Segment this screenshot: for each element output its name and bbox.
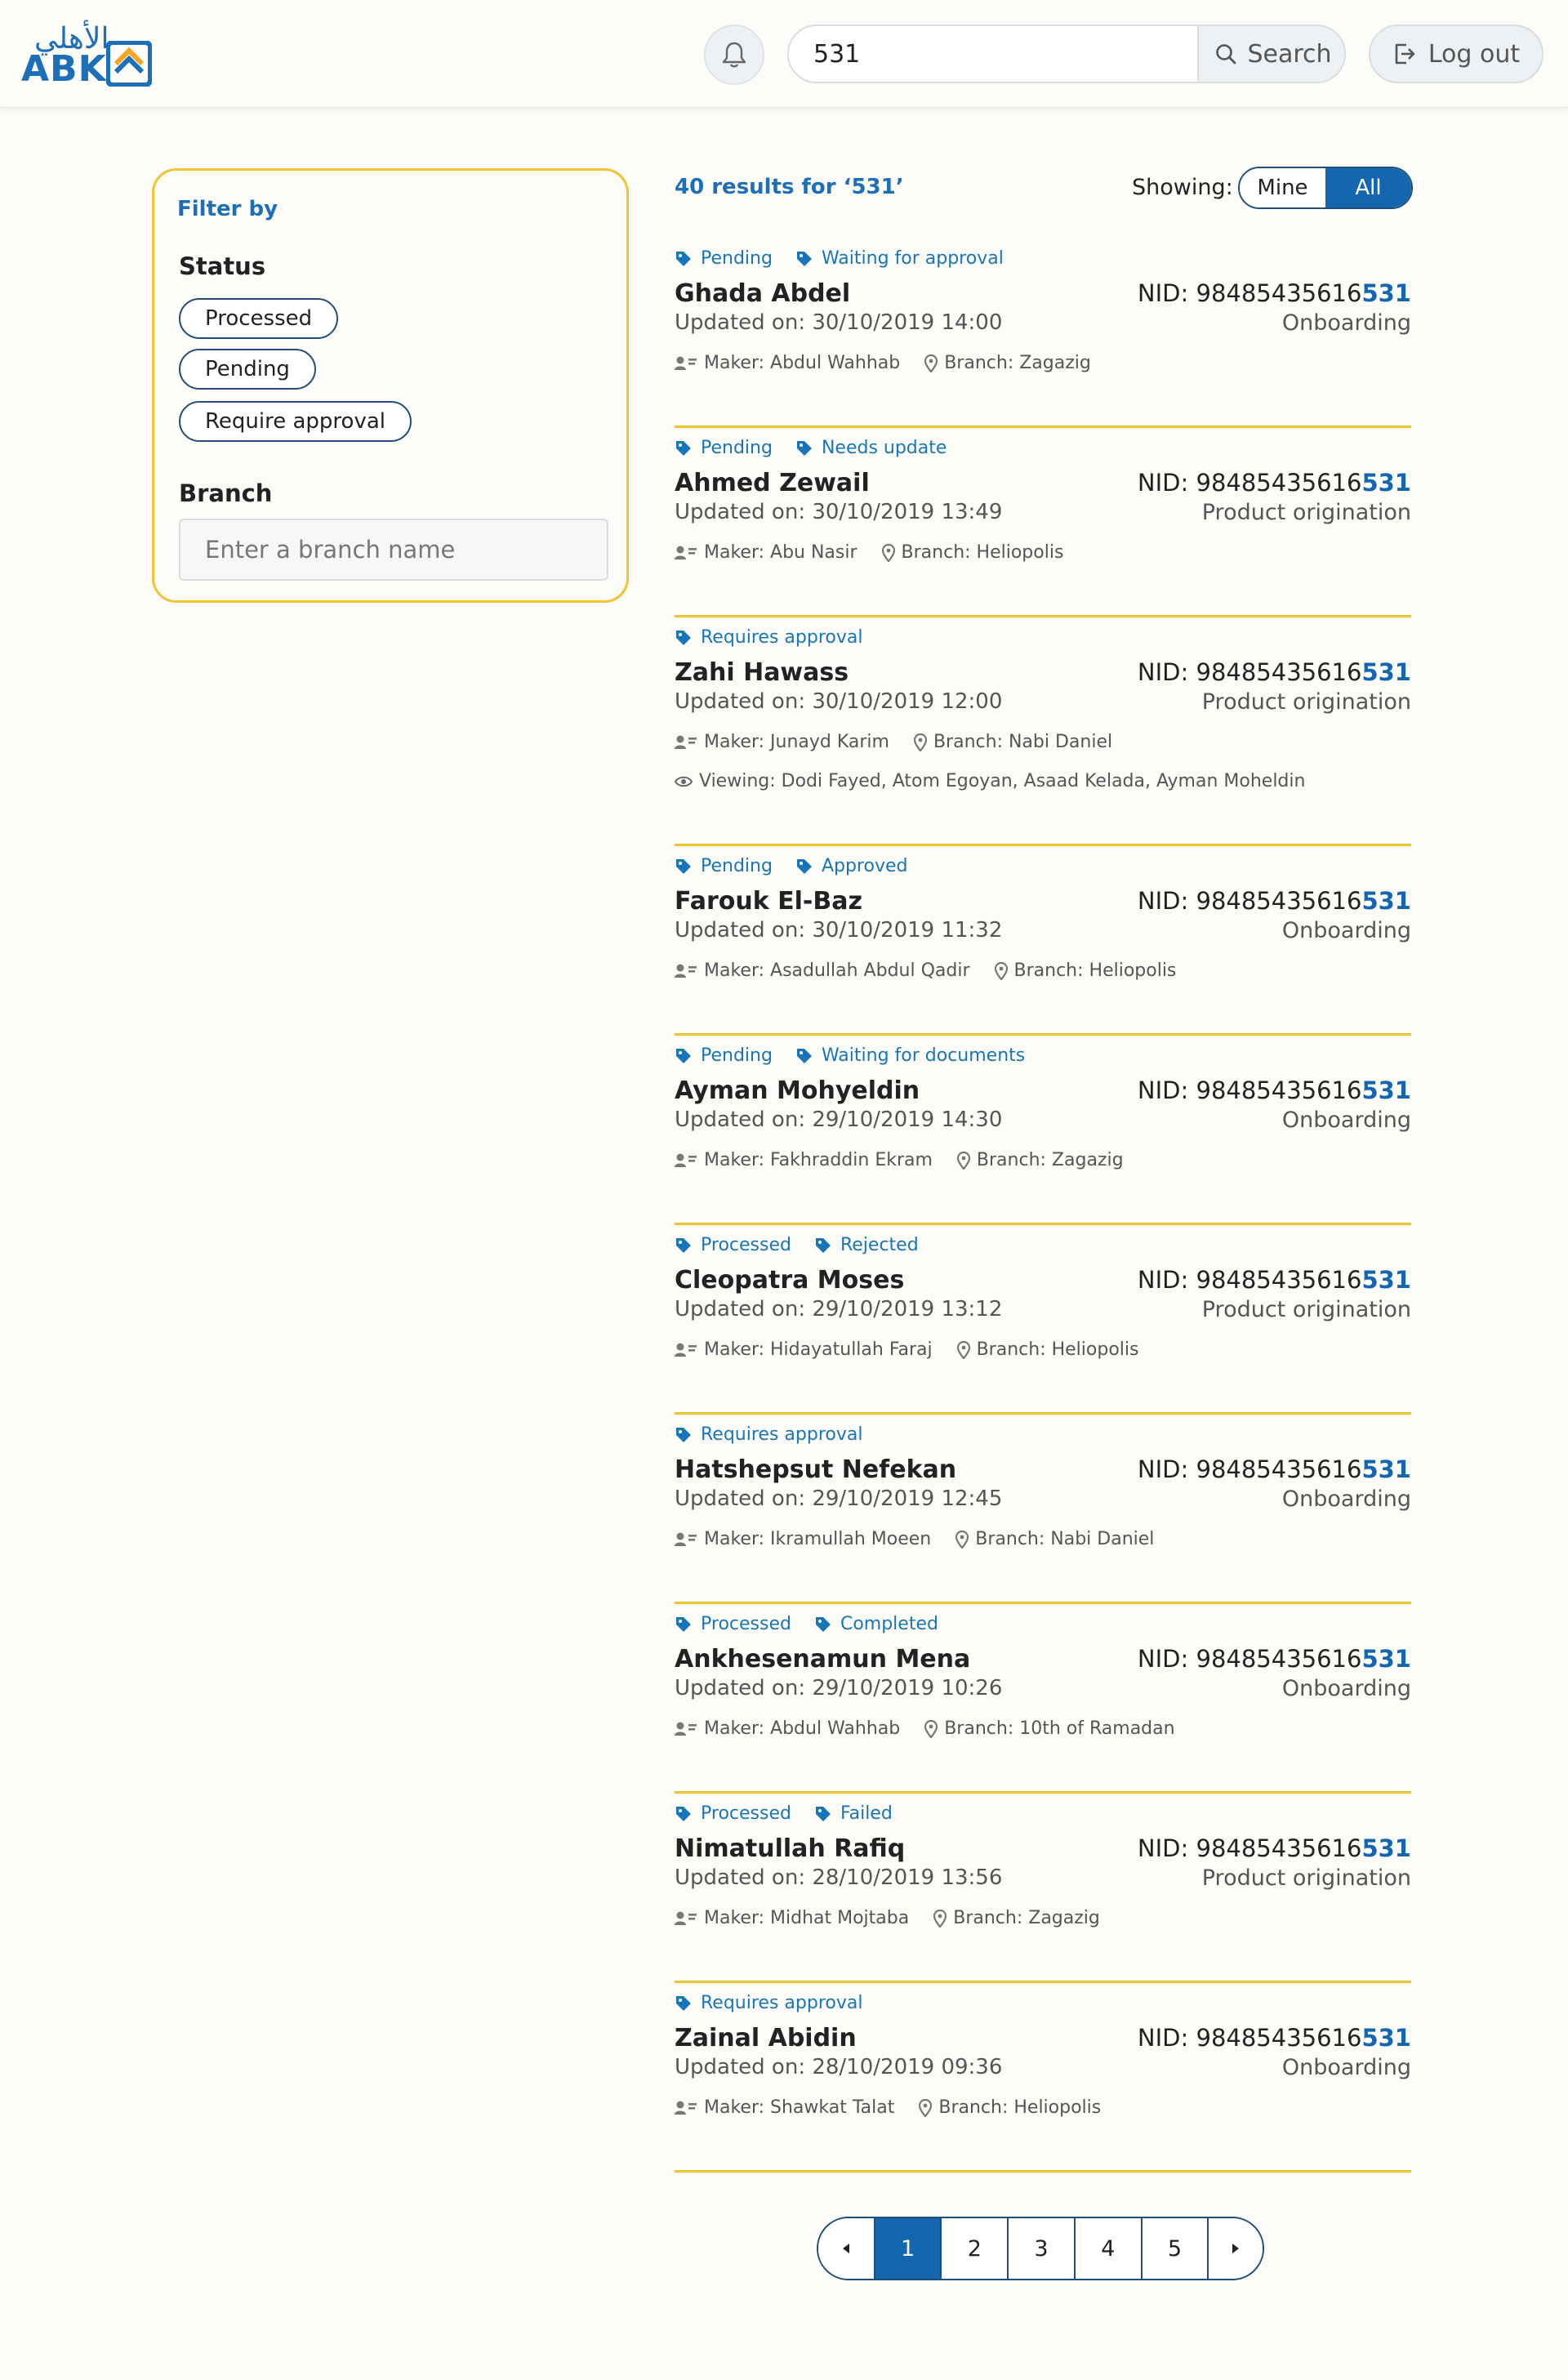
customer-name[interactable]: Farouk El-Baz <box>675 887 862 916</box>
maker-label: Maker: Abdul Wahhab <box>704 1718 901 1739</box>
status-tag <box>675 627 862 648</box>
nid-value <box>1138 1266 1411 1294</box>
status-tags <box>675 1045 1025 1066</box>
row-meta <box>675 1908 1100 1928</box>
status-tag <box>814 1614 938 1634</box>
updated-on: Updated on: 29/10/2019 13:12 <box>675 1297 1003 1321</box>
status-tag-label: Completed <box>840 1614 938 1634</box>
status-tag-label: Waiting for approval <box>821 248 1004 269</box>
branch-info <box>914 732 1112 752</box>
location-pin-icon <box>919 2099 932 2117</box>
status-chip-pending[interactable]: Pending <box>179 349 316 390</box>
tag-icon <box>795 858 813 876</box>
process-type: Onboarding <box>1281 1108 1411 1133</box>
viewing-label: Viewing: Dodi Fayed, Atom Egoyan, Asaad Kelada, Ayman Moheldin <box>699 771 1306 791</box>
status-tag-label: Requires approval <box>701 1993 863 2013</box>
nid-match-highlight: 531 <box>1361 2024 1411 2052</box>
logo-text: ABK <box>21 48 107 90</box>
results-count: 40 results for ‘531’ <box>675 175 904 199</box>
logo-mark-icon <box>106 41 152 87</box>
location-pin-icon <box>882 544 895 562</box>
nid-match-highlight: 531 <box>1361 1645 1411 1673</box>
customer-name[interactable]: Ghada Abdel <box>675 279 851 308</box>
next-page-button[interactable] <box>1207 2218 1263 2279</box>
tag-icon <box>675 1047 693 1065</box>
status-tag <box>675 1235 791 1255</box>
location-pin-icon <box>924 1720 938 1738</box>
branch-label: Branch: 10th of Ramadan <box>944 1718 1175 1739</box>
customer-name[interactable]: Zahi Hawass <box>675 658 849 687</box>
page-button-3[interactable]: 3 <box>1007 2218 1074 2279</box>
maker-label: Maker: Midhat Mojtaba <box>704 1908 910 1928</box>
status-tag <box>795 856 908 876</box>
updated-on: Updated on: 30/10/2019 14:00 <box>675 310 1003 335</box>
logout-label: Log out <box>1428 39 1521 69</box>
logo-arabic-text: الأهلي <box>34 22 109 56</box>
location-pin-icon <box>957 1341 970 1359</box>
maker-label: Maker: Ikramullah Moeen <box>704 1529 932 1549</box>
process-type: Onboarding <box>1281 918 1411 943</box>
user-icon <box>675 546 697 560</box>
status-tag-label: Approved <box>821 856 908 876</box>
pagination <box>817 2217 1264 2280</box>
logout-icon <box>1392 42 1417 66</box>
status-chip-require-approval[interactable]: Require approval <box>179 401 412 442</box>
logout-button[interactable] <box>1369 25 1544 83</box>
status-tag <box>675 856 773 876</box>
tag-icon <box>675 1237 693 1255</box>
result-row[interactable] <box>675 1794 1411 1983</box>
customer-name[interactable]: Ankhesenamun Mena <box>675 1645 971 1674</box>
nid-value <box>1138 279 1411 307</box>
status-tag-label: Requires approval <box>701 627 863 648</box>
branch-label: Branch: Zagazig <box>953 1908 1100 1928</box>
bell-icon <box>721 41 747 69</box>
caret-right-icon <box>1231 2243 1241 2254</box>
location-pin-icon <box>995 962 1008 980</box>
updated-on: Updated on: 28/10/2019 13:56 <box>675 1865 1003 1890</box>
branch-label: Branch: Heliopolis <box>1013 960 1177 981</box>
process-type: Product origination <box>1201 689 1411 715</box>
customer-name[interactable]: Ayman Mohyeldin <box>675 1076 920 1105</box>
user-icon <box>675 356 697 371</box>
status-tag-label: Pending <box>701 438 773 458</box>
status-tag <box>675 1993 862 2013</box>
user-icon <box>675 1911 697 1926</box>
user-icon <box>675 964 697 978</box>
nid-value <box>1138 1455 1411 1483</box>
tag-icon <box>675 858 693 876</box>
maker-info <box>675 542 858 563</box>
result-row[interactable] <box>675 1415 1411 1604</box>
abk-logo[interactable] <box>21 22 160 90</box>
maker-info <box>675 1718 900 1739</box>
process-type: Product origination <box>1201 1865 1411 1891</box>
location-pin-icon <box>914 733 927 751</box>
tag-icon <box>795 1047 813 1065</box>
branch-info <box>919 2097 1101 2118</box>
updated-on: Updated on: 29/10/2019 12:45 <box>675 1486 1003 1511</box>
tag-icon <box>795 250 813 268</box>
status-tag <box>675 1614 791 1634</box>
status-tag-label: Pending <box>701 248 773 269</box>
result-row[interactable] <box>675 1036 1411 1225</box>
location-pin-icon <box>956 1531 969 1549</box>
customer-name[interactable]: Hatshepsut Nefekan <box>675 1455 957 1484</box>
branch-label: Branch: Heliopolis <box>938 2097 1102 2118</box>
tag-icon <box>675 1994 693 2012</box>
search-button-label: Search <box>1247 39 1332 69</box>
branch-info <box>924 353 1091 373</box>
status-tags <box>675 1614 938 1634</box>
nid-value <box>1138 469 1411 497</box>
result-row[interactable] <box>675 238 1411 428</box>
updated-on: Updated on: 30/10/2019 13:49 <box>675 500 1003 524</box>
maker-info <box>675 732 889 752</box>
customer-name[interactable]: Cleopatra Moses <box>675 1266 905 1295</box>
maker-info <box>675 353 900 373</box>
nid-prefix: NID: 98485435616 <box>1137 1266 1362 1294</box>
search-input[interactable] <box>789 26 1197 82</box>
page-button-2[interactable]: 2 <box>940 2218 1007 2279</box>
viewing-info <box>675 771 1305 791</box>
result-row[interactable] <box>675 1225 1411 1415</box>
maker-label: Maker: Asadullah Abdul Qadir <box>704 960 970 981</box>
branch-label: Branch: Nabi Daniel <box>933 732 1113 752</box>
status-heading: Status <box>179 252 266 280</box>
location-pin-icon <box>957 1152 970 1170</box>
row-meta <box>675 542 1063 563</box>
process-type: Onboarding <box>1281 2055 1411 2080</box>
status-tags <box>675 1235 919 1255</box>
row-meta <box>675 1150 1124 1170</box>
tag-icon <box>675 439 693 457</box>
nid-prefix: NID: 98485435616 <box>1137 279 1362 307</box>
nid-prefix: NID: 98485435616 <box>1137 469 1362 497</box>
nid-prefix: NID: 98485435616 <box>1137 1645 1362 1673</box>
caret-left-icon <box>841 2243 851 2254</box>
result-row[interactable] <box>675 1983 1411 2173</box>
showing-toggle <box>1238 167 1413 209</box>
result-row[interactable] <box>675 846 1411 1036</box>
nid-prefix: NID: 98485435616 <box>1137 1076 1362 1104</box>
filter-panel <box>152 168 629 603</box>
page-button-1[interactable]: 1 <box>874 2218 941 2279</box>
nid-match-highlight: 531 <box>1361 1076 1411 1104</box>
maker-label: Maker: Hidayatullah Faraj <box>704 1339 933 1360</box>
status-tag-label: Failed <box>840 1803 893 1824</box>
branch-info <box>882 542 1064 563</box>
status-chip-processed[interactable]: Processed <box>179 298 338 339</box>
nid-match-highlight: 531 <box>1361 1455 1411 1483</box>
status-tag <box>795 1045 1025 1066</box>
nid-prefix: NID: 98485435616 <box>1137 2024 1362 2052</box>
user-icon <box>675 1343 697 1357</box>
status-tags <box>675 1424 862 1445</box>
nid-prefix: NID: 98485435616 <box>1137 1455 1362 1483</box>
status-tag <box>814 1235 919 1255</box>
status-tag-label: Processed <box>701 1614 791 1634</box>
page-button-5[interactable]: 5 <box>1141 2218 1208 2279</box>
eye-icon <box>675 775 693 788</box>
status-tag <box>675 248 773 269</box>
updated-on: Updated on: 30/10/2019 12:00 <box>675 689 1003 714</box>
updated-on: Updated on: 28/10/2019 09:36 <box>675 2055 1003 2079</box>
page-button-4[interactable]: 4 <box>1074 2218 1141 2279</box>
branch-info <box>995 960 1177 981</box>
branch-info <box>933 1908 1100 1928</box>
row-meta <box>675 1529 1154 1549</box>
status-tag-label: Processed <box>701 1803 791 1824</box>
updated-on: Updated on: 30/10/2019 11:32 <box>675 918 1003 943</box>
nid-value <box>1138 2024 1411 2052</box>
status-tag <box>675 1803 791 1824</box>
status-tag <box>795 438 947 458</box>
status-tag-label: Pending <box>701 856 773 876</box>
status-tags <box>675 438 947 458</box>
tag-icon <box>675 629 693 647</box>
customer-name[interactable]: Ahmed Zewail <box>675 469 870 497</box>
toggle-all[interactable]: All <box>1325 168 1411 207</box>
status-tag <box>675 438 773 458</box>
user-icon <box>675 1722 697 1736</box>
maker-label: Maker: Abdul Wahhab <box>704 353 901 373</box>
tag-icon <box>675 250 693 268</box>
maker-info <box>675 1150 933 1170</box>
row-meta <box>675 732 1112 752</box>
status-tag <box>675 1424 862 1445</box>
user-icon <box>675 735 697 750</box>
tag-icon <box>795 439 813 457</box>
location-pin-icon <box>924 354 938 372</box>
showing-label: Showing: <box>1132 175 1233 200</box>
nid-value <box>1138 658 1411 686</box>
maker-info <box>675 2097 894 2118</box>
branch-label: Branch: Nabi Daniel <box>975 1529 1155 1549</box>
status-tag-label: Pending <box>701 1045 773 1066</box>
top-header <box>0 0 1568 108</box>
status-tag <box>675 1045 773 1066</box>
updated-on: Updated on: 29/10/2019 10:26 <box>675 1676 1003 1700</box>
process-type: Product origination <box>1201 500 1411 525</box>
maker-info <box>675 1908 909 1928</box>
row-meta <box>675 1718 1175 1739</box>
filter-title: Filter by <box>177 197 278 221</box>
nid-value <box>1138 1834 1411 1862</box>
tag-icon <box>814 1616 832 1633</box>
nid-prefix: NID: 98485435616 <box>1137 658 1362 686</box>
location-pin-icon <box>933 1910 947 1928</box>
user-icon <box>675 1532 697 1547</box>
nid-match-highlight: 531 <box>1361 887 1411 915</box>
process-type: Onboarding <box>1281 1486 1411 1512</box>
status-tags <box>675 627 862 648</box>
status-tag <box>814 1803 893 1824</box>
row-meta <box>675 2097 1101 2118</box>
user-icon <box>675 2101 697 2115</box>
process-type: Product origination <box>1201 1297 1411 1322</box>
tag-icon <box>814 1237 832 1255</box>
nid-match-highlight: 531 <box>1361 279 1411 307</box>
search-bar <box>787 25 1346 83</box>
customer-name[interactable]: Nimatullah Rafiq <box>675 1834 906 1863</box>
status-tag <box>795 248 1004 269</box>
nid-match-highlight: 531 <box>1361 1834 1411 1862</box>
process-type: Onboarding <box>1281 1676 1411 1701</box>
search-button[interactable] <box>1197 26 1346 82</box>
branch-label: Branch: Zagazig <box>976 1150 1124 1170</box>
maker-label: Maker: Abu Nasir <box>704 542 858 563</box>
search-icon <box>1214 42 1237 65</box>
nid-match-highlight: 531 <box>1361 469 1411 497</box>
maker-label: Maker: Shawkat Talat <box>704 2097 895 2118</box>
maker-info <box>675 1339 933 1360</box>
branch-info <box>957 1339 1139 1360</box>
result-row[interactable] <box>675 617 1411 846</box>
row-meta <box>675 353 1091 373</box>
result-row[interactable] <box>675 1604 1411 1794</box>
prev-page-button[interactable] <box>818 2218 874 2279</box>
maker-info <box>675 1529 931 1549</box>
branch-info <box>957 1150 1124 1170</box>
user-icon <box>675 1153 697 1168</box>
nid-value <box>1138 1645 1411 1673</box>
status-tags <box>675 1993 862 2013</box>
nid-match-highlight: 531 <box>1361 658 1411 686</box>
nid-value <box>1138 1076 1411 1104</box>
tag-icon <box>675 1805 693 1823</box>
branch-label: Branch: Zagazig <box>944 353 1091 373</box>
nid-value <box>1138 887 1411 915</box>
tag-icon <box>675 1616 693 1633</box>
result-row[interactable] <box>675 428 1411 617</box>
status-tag-label: Rejected <box>840 1235 919 1255</box>
nid-prefix: NID: 98485435616 <box>1137 887 1362 915</box>
notifications-button[interactable] <box>704 25 764 85</box>
row-meta <box>675 1339 1138 1360</box>
nid-match-highlight: 531 <box>1361 1266 1411 1294</box>
status-tags <box>675 856 907 876</box>
tag-icon <box>814 1805 832 1823</box>
branch-info <box>956 1529 1154 1549</box>
maker-label: Maker: Junayd Karim <box>704 732 889 752</box>
customer-name[interactable]: Zainal Abidin <box>675 2024 857 2052</box>
maker-info <box>675 960 970 981</box>
status-tag-label: Processed <box>701 1235 791 1255</box>
status-tags <box>675 1803 893 1824</box>
maker-label: Maker: Fakhraddin Ekram <box>704 1150 933 1170</box>
branch-heading: Branch <box>179 479 273 507</box>
branch-info <box>924 1718 1174 1739</box>
nid-prefix: NID: 98485435616 <box>1137 1834 1362 1862</box>
branch-input[interactable] <box>179 519 608 581</box>
tag-icon <box>675 1426 693 1444</box>
row-meta <box>675 960 1176 981</box>
process-type: Onboarding <box>1281 310 1411 336</box>
toggle-mine[interactable]: Mine <box>1240 168 1325 207</box>
status-tag-label: Waiting for documents <box>821 1045 1026 1066</box>
branch-label: Branch: Heliopolis <box>901 542 1064 563</box>
updated-on: Updated on: 29/10/2019 14:30 <box>675 1108 1003 1132</box>
branch-label: Branch: Heliopolis <box>976 1339 1139 1360</box>
status-tag-label: Requires approval <box>701 1424 863 1445</box>
status-tag-label: Needs update <box>821 438 947 458</box>
status-tags <box>675 248 1004 269</box>
